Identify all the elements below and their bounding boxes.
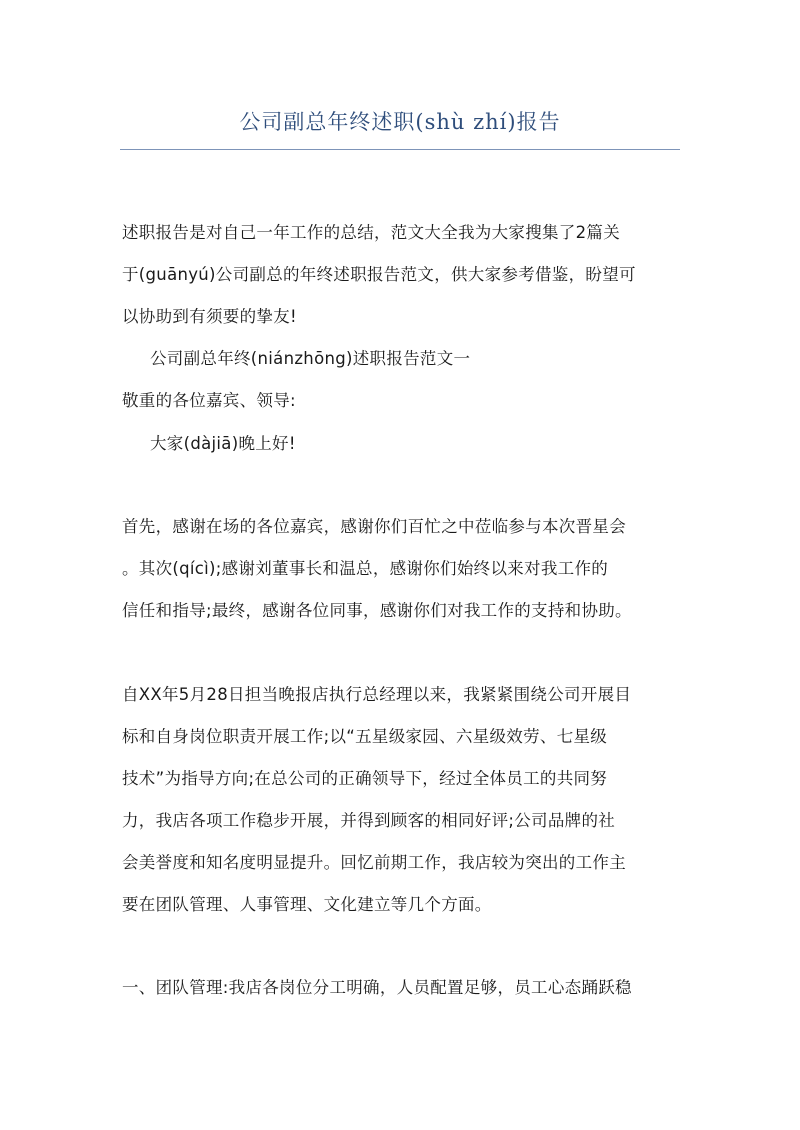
body-line-1: 自XX年5月28日担当晚报店执行总经理以来，我紧紧围绕公司开展目 — [122, 685, 632, 704]
thanks-line-3: 信任和指导;最终，感谢各位同事，感谢你们对我工作的支持和协助。 — [122, 601, 632, 620]
thanks-line-1: 首先，感谢在场的各位嘉宾，感谢你们百忙之中莅临参与本次晋星会 — [122, 517, 626, 536]
title-underline — [120, 149, 680, 150]
intro-line-1: 述职报告是对自己一年工作的总结，范文大全我为大家搜集了2篇关 — [122, 223, 620, 242]
team-management-line: 一、团队管理:我店各岗位分工明确，人员配置足够，员工心态踊跃稳 — [122, 978, 632, 997]
body-line-6: 要在团队管理、人事管理、文化建立等几个方面。 — [122, 895, 492, 914]
thanks-line-2: 。其次(qícì);感谢刘董事长和温总，感谢你们始终以来对我工作的 — [122, 559, 609, 578]
body-line-2: 标和自身岗位职责开展工作;以“五星级家园、六星级效劳、七星级 — [122, 727, 608, 746]
body-line-3: 技术”为指导方向;在总公司的正确领导下，经过全体员工的共同努 — [122, 769, 608, 788]
body-line-5: 会美誉度和知名度明显提升。回忆前期工作，我店较为突出的工作主 — [122, 853, 626, 872]
greeting: 大家(dàjiā)晚上好! — [150, 434, 296, 453]
intro-line-3: 以协助到有须要的挚友! — [122, 307, 297, 326]
intro-line-2: 于(guānyú)公司副总的年终述职报告范文，供大家参考借鉴，盼望可 — [122, 265, 636, 284]
section-heading: 公司副总年终(niánzhōng)述职报告范文一 — [150, 349, 471, 368]
document-title: 公司副总年终述职(shù zhí)报告 — [239, 110, 561, 134]
salutation: 敬重的各位嘉宾、领导: — [122, 391, 296, 410]
body-line-4: 力，我店各项工作稳步开展，并得到顾客的相同好评;公司品牌的社 — [122, 811, 616, 830]
